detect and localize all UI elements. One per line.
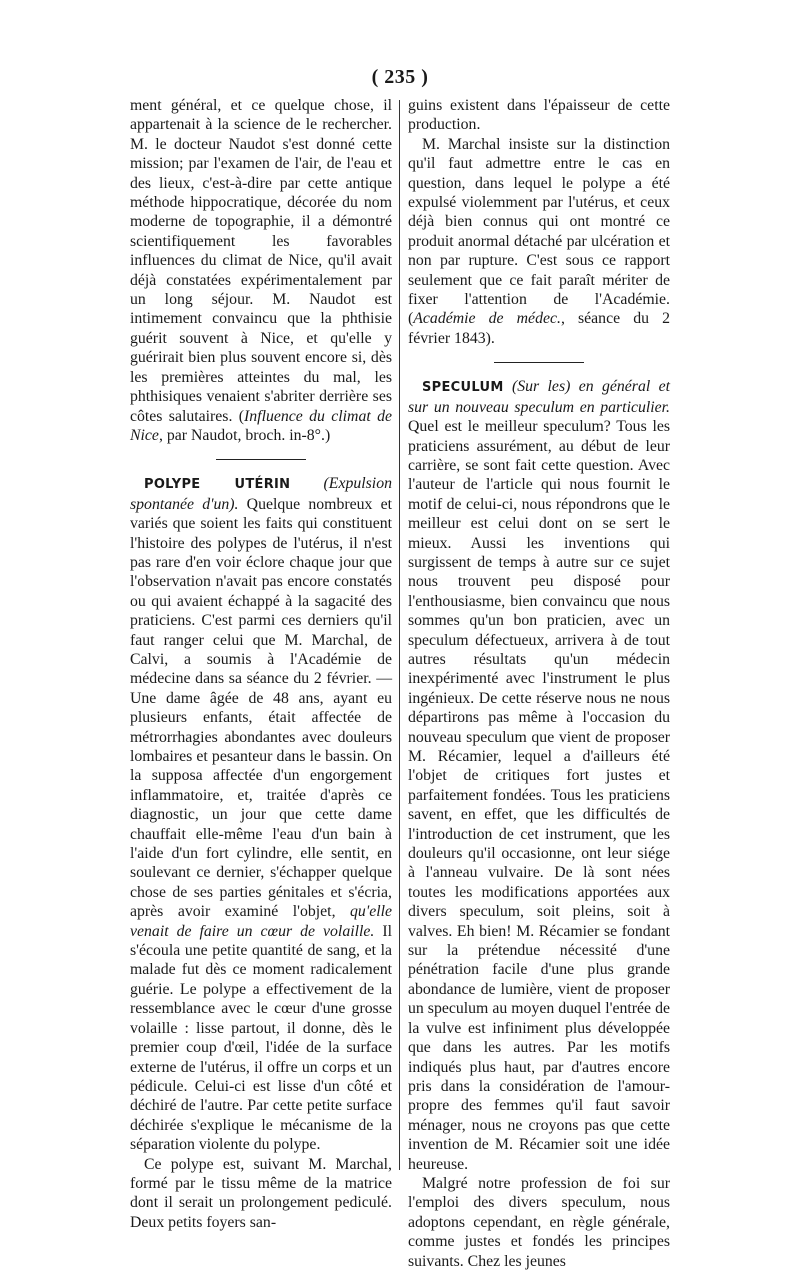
- paragraph-marchal-distinction: M. Marchal insiste sur la distinction qu'il faut admettre entre le cas en question, dans lequel le polype a été expulsé violemment par l'utérus, et ceux déjà bien connus qui ont montré ce produit anormal détaché par ulcération et non par rupture. C'est sous ce rapport seulement que ce fait paraît mériter de fixer l'attention de l'Académie. (Académie de médec., séance du 2 février 1843).: [408, 135, 670, 347]
- paragraph-principes: Malgré notre profession de foi sur l'emploi des divers speculum, nous adoptons cependant, en règle générale, comme justes et fondés les principes suivants. Chez les jeunes: [408, 1174, 670, 1270]
- italic-quote: qu'elle venait de faire un cœur de volaille.: [130, 903, 392, 940]
- article-polype-uterin: POLYPE UTÉRIN (Expulsion spontanée d'un). Quelque nombreux et variés que soient les faits qui constituent l'histoire des polypes de l'utérus, il n'est pas rare d'en voir éclore chaque jour que l'observation n'avait pas encore constatés ou qui avaient échappé à la sagacité des praticiens. C'est parmi ces derniers qu'il faut ranger celui que M. Marchal, de Calvi, a soumis à l'Académie de médecine dans sa séance du 2 février. — Une dame âgée de 48 ans, ayant eu plusieurs enfants, était affectée de métrorrhagies abondantes avec douleurs lombaires et pesanteur dans le bassin. On la supposa affectée d'un engorgement inflammatoire, et, traitée d'après ce diagnostic, un jour que cette dame chauffait elle-même l'eau d'un bain à l'aide d'un fort cylindre, elle sentit, en soulevant ce dernier, s'échapper quelque chose de ses parties génitales et s'écria, après avoir examiné l'objet, qu'elle venait de faire un cœur de volaille. Il s'écoula une petite quantité de sang, et la malade fut dès ce moment radicalement guérie. Le polype a effectivement de la ressemblance avec le cœur d'une grosse volaille : lisse partout, il donne, dès le premier coup d'œil, l'idée de la surface externe de l'utérus, il offre un corps et un pédicule. Celui-ci est lisse d'un côté et déchiré de l'autre. Par cette petite surface déchirée s'explique le mécanisme de la séparation violente du polype.: [130, 475, 393, 1154]
- paragraph-polype-structure: Ce polype est, suivant M. Marchal, formé par le tissu même de la matrice dont il serait un prolongement pediculé. Deux petits foyers san-: [130, 1155, 392, 1231]
- article-heading: SPECULUM: [422, 380, 504, 396]
- section-separator: [494, 362, 584, 363]
- paragraph-continuation: guins existent dans l'épaisseur de cette production.: [408, 97, 670, 134]
- left-column: [130, 96, 392, 1232]
- reference-title: Académie de médec.: [413, 310, 561, 328]
- section-separator: [216, 459, 306, 460]
- column-divider: [399, 100, 400, 1170]
- article-speculum: SPECULUM (Sur les) en général et sur un nouveau speculum en particulier. Quel est le meilleur speculum? Tous les praticiens assurément, au début de leur carrière, se sont fait cette question. Avec l'auteur de l'article qui nous fournit le motif de celui-ci, nous répondrons que le meilleur est celui dont on se sert le mieux. Aussi les inventions qui surgissent de temps à autre sur ce sujet nous trouvent peu disposé pour l'enthousiasme, bien convaincu que nous sommes qu'un bon praticien, avec un speculum défectueux, arrivera à de tout autres résultats qu'un médecin inexpérimenté avec l'instrument le plus ingénieux. De cette réserve nous ne nous départirons pas même à l'occasion du nouveau speculum que vient de proposer M. Récamier, lequel a d'ailleurs été l'objet de critiques fort justes et parfaitement fondées. Tous les praticiens savent, en effet, que les difficultés de l'introduction de cet instrument, que les douleurs qu'il occasionne, ont leur siége à l'anneau vulvaire. De là sont nées toutes les modifications apportées aux divers speculum, soit pleins, soit à valves. Eh bien! M. Récamier se fondant sur la prétendue nécessité d'une pénétration facile d'une plus grande abondance de lumière, vient de proposer un speculum au moyen duquel l'entrée de la vulve est infiniment plus développée que dans les autres. Par les motifs indiqués plus haut, par d'autres encore pris dans la considération de l'amour-propre des femmes qu'il faut savoir ménager, nous ne croyons pas que cette invention de M. Récamier soit une idée heureuse.: [408, 378, 671, 1173]
- article-heading: POLYPE UTÉRIN: [144, 477, 291, 493]
- right-column: [408, 96, 670, 1271]
- article-subheading: (Expulsion spontanée d'un).: [130, 475, 392, 513]
- reference-title: Influence du climat de Nice: [130, 407, 392, 444]
- article-subheading: (Sur les) en général et sur un nouveau speculum en particulier.: [408, 378, 671, 416]
- page-number: ( 235 ): [371, 66, 429, 88]
- paragraph-naudot-nice: ment général, et ce quelque chose, il appartenait à la science de le rechercher. M. le docteur Naudot s'est donné cette mission; par l'examen de l'air, de l'eau et des lieux, c'est-à-dire par cette antique méthode hippocratique, décorée du nom moderne de topographie, il a démontré scientifiquement les favorables influences du climat de Nice, qu'il avait déjà constatées expérimentalement par un long séjour. M. Naudot est intimement convaincu que la phthisie guérit souvent à Nice, et qu'elle y guérirait bien plus souvent encore si, dès les premières atteintes du mal, les phthisiques venaient s'abriter derrière ses côtes salutaires. (Influence du climat de Nice, par Naudot, broch. in-8°.): [130, 97, 392, 444]
